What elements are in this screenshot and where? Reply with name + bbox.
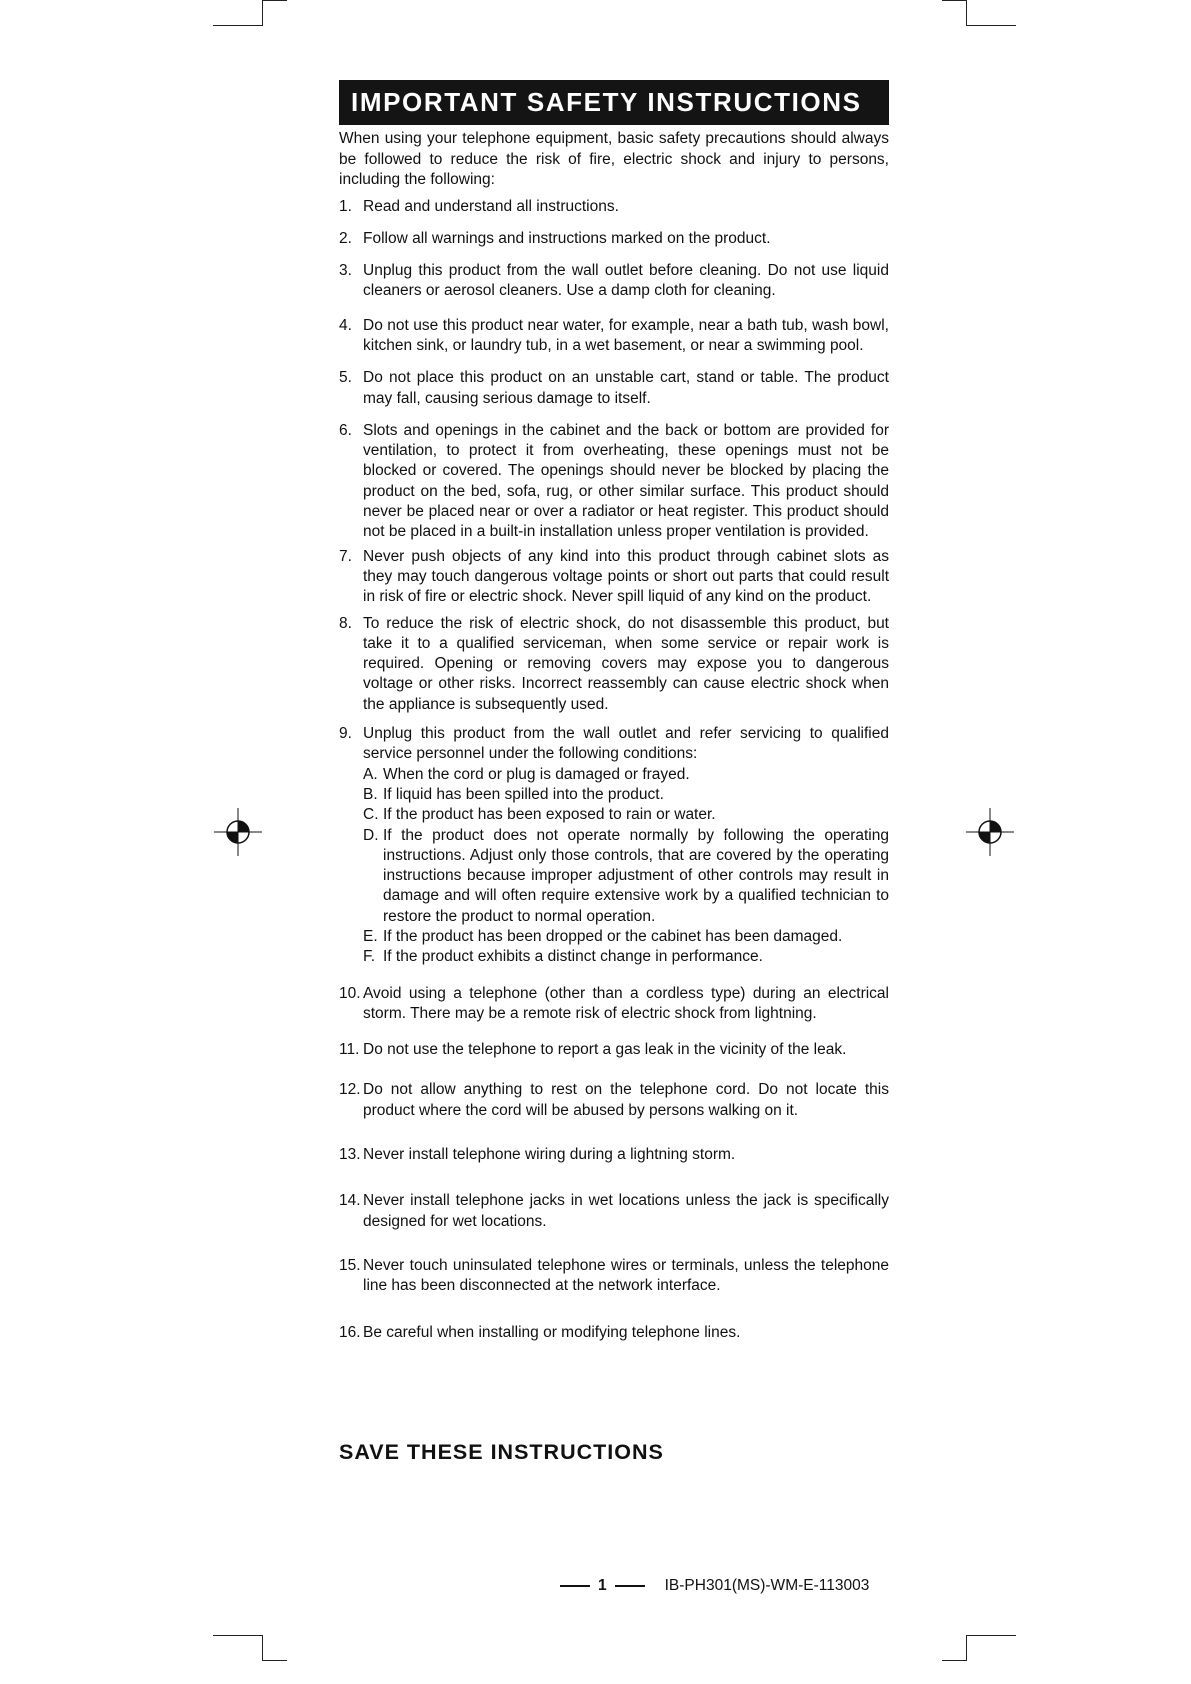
- crop-mark-bottom-left-h2: [262, 1660, 287, 1661]
- condition-text: If the product does not operate normally by following the operating instructions. Adjust only those controls, that are covered by the operating instructions because improper adjustment of other controls may result in damage and will often require extensive work by a qualified technician to restore the product to normal operation.: [383, 826, 889, 925]
- item-text: Be careful when installing or modifying telephone lines.: [363, 1323, 741, 1341]
- item-text: Do not use the telephone to report a gas leak in the vicinity of the leak.: [363, 1041, 847, 1059]
- list-item: [339, 1323, 889, 1343]
- item-text: Follow all warnings and instructions marked on the product.: [363, 229, 771, 247]
- condition-letter: E.: [363, 928, 378, 945]
- condition-item: [363, 785, 889, 805]
- instruction-list: [339, 197, 889, 1343]
- list-item: [339, 316, 889, 357]
- registration-mark-right-icon: [966, 808, 1014, 856]
- item-text: Do not allow anything to rest on the telephone cord. Do not locate this product where the cord will be abused by persons walking on it.: [363, 1081, 889, 1119]
- list-item: [339, 368, 889, 409]
- condition-list: [363, 765, 889, 968]
- list-item: [339, 614, 889, 715]
- item-text: Unplug this product from the wall outlet before cleaning. Do not use liquid cleaners or aerosol cleaners. Use a damp cloth for cleaning.: [363, 262, 889, 300]
- list-item: [339, 261, 889, 302]
- item-number: 6.: [339, 421, 352, 439]
- condition-letter: A.: [363, 765, 378, 783]
- item-number: 7.: [339, 547, 352, 565]
- save-instructions-heading: SAVE THESE INSTRUCTIONS: [339, 1440, 664, 1464]
- condition-letter: F.: [363, 948, 376, 966]
- condition-letter: C.: [363, 806, 379, 824]
- item-number: 2.: [339, 229, 352, 247]
- page-title: IMPORTANT SAFETY INSTRUCTIONS: [339, 80, 889, 125]
- item-number: 4.: [339, 316, 352, 334]
- list-item: [339, 984, 889, 1025]
- item-text: Never push objects of any kind into this product through cabinet slots as they may touch dangerous voltage points or short out parts that could result in risk of fire or electric shock. Never spill liquid of any kind on the product.: [363, 547, 889, 606]
- item-text: Never install telephone jacks in wet locations unless the jack is specifically designed for wet locations.: [363, 1192, 889, 1230]
- list-item: [339, 1145, 889, 1165]
- item-text: Do not place this product on an unstable cart, stand or table. The product may fall, causing serious damage to itself.: [363, 369, 889, 407]
- intro-paragraph: When using your telephone equipment, basic safety precautions should always be followed to reduce the risk of fire, electric shock and injury to persons, including the following:: [339, 130, 889, 188]
- condition-item: [363, 927, 889, 947]
- footer-dash-right: [615, 1585, 645, 1587]
- condition-text: If the product has been exposed to rain or water.: [383, 806, 716, 824]
- item-number: 3.: [339, 262, 352, 280]
- page-footer: [560, 1577, 869, 1595]
- condition-letter: B.: [363, 785, 378, 803]
- item-number: 16.: [339, 1323, 361, 1341]
- list-item: [339, 229, 889, 249]
- document-code: IB-PH301(MS)-WM-E-113003: [664, 1577, 870, 1594]
- item-text: Do not use this product near water, for example, near a bath tub, wash bowl, kitchen sink, or laundry tub, in a wet basement, or near a swimming pool.: [363, 316, 889, 354]
- crop-mark-top-left-h: [213, 25, 263, 26]
- crop-mark-bottom-left-v: [262, 1635, 263, 1661]
- crop-mark-bottom-right-h2: [942, 1660, 967, 1661]
- item-number: 9.: [339, 725, 352, 743]
- crop-mark-top-left-h2: [262, 0, 287, 1]
- condition-item: [363, 947, 889, 967]
- condition-text: When the cord or plug is damaged or frayed.: [383, 765, 690, 783]
- item-number: 8.: [339, 614, 352, 632]
- list-item: [339, 724, 889, 968]
- item-number: 14.: [339, 1192, 361, 1210]
- crop-mark-bottom-right-v: [966, 1635, 967, 1661]
- condition-text: If liquid has been spilled into the product.: [383, 785, 664, 803]
- crop-mark-top-right-h2: [942, 0, 967, 1]
- item-text: Never install telephone wiring during a lightning storm.: [363, 1146, 736, 1164]
- item-number: 15.: [339, 1256, 361, 1274]
- item-text: Unplug this product from the wall outlet and refer servicing to qualified service personnel under the following conditions:: [363, 725, 889, 763]
- list-item: [339, 547, 889, 608]
- crop-mark-bottom-left-h: [213, 1635, 263, 1636]
- crop-mark-top-right-h: [966, 25, 1016, 26]
- condition-item: [363, 826, 889, 927]
- item-text: Read and understand all instructions.: [363, 197, 619, 215]
- item-number: 1.: [339, 197, 352, 215]
- item-text: Never touch uninsulated telephone wires or terminals, unless the telephone line has been disconnected at the network interface.: [363, 1256, 889, 1295]
- document-body: [339, 80, 889, 1343]
- item-number: 11.: [339, 1041, 360, 1059]
- item-number: 13.: [339, 1146, 361, 1164]
- item-number: 10.: [339, 984, 361, 1002]
- footer-dash-left: [560, 1585, 590, 1587]
- item-text: Slots and openings in the cabinet and the back or bottom are provided for ventilation, to protect it from overheating, these openings must not be blocked or covered. The openings should never be blocked by placing the product on the bed, sofa, rug, or other similar surface. This product should never be placed near or over a radiator or heat register. This product should not be placed in a built-in installation unless proper ventilation is provided.: [363, 421, 889, 541]
- crop-mark-top-right-v: [966, 0, 967, 26]
- crop-mark-bottom-right-h: [966, 1635, 1016, 1636]
- condition-item: [363, 765, 889, 785]
- crop-mark-top-left-v: [262, 0, 263, 26]
- list-item: [339, 197, 889, 217]
- registration-mark-left-icon: [214, 808, 262, 856]
- item-number: 12.: [339, 1081, 361, 1099]
- condition-text: If the product has been dropped or the cabinet has been damaged.: [383, 928, 843, 945]
- condition-letter: D.: [363, 826, 379, 844]
- list-item: [339, 1256, 889, 1297]
- list-item: [339, 1080, 889, 1121]
- list-item: [339, 421, 889, 543]
- condition-item: [363, 805, 889, 825]
- item-text: To reduce the risk of electric shock, do not disassemble this product, but take it to a qualified serviceman, when some service or repair work is required. Opening or removing covers may expose you to dangerous voltage or other risks. Incorrect reassembly can cause electric shock when the appliance is subsequently used.: [363, 614, 889, 713]
- list-item: [339, 1040, 889, 1060]
- list-item: [339, 1191, 889, 1232]
- page-number: 1: [598, 1577, 607, 1594]
- item-text: Avoid using a telephone (other than a cordless type) during an electrical storm. There may be a remote risk of electric shock from lightning.: [363, 984, 889, 1022]
- item-number: 5.: [339, 369, 352, 387]
- condition-text: If the product exhibits a distinct change in performance.: [383, 948, 763, 966]
